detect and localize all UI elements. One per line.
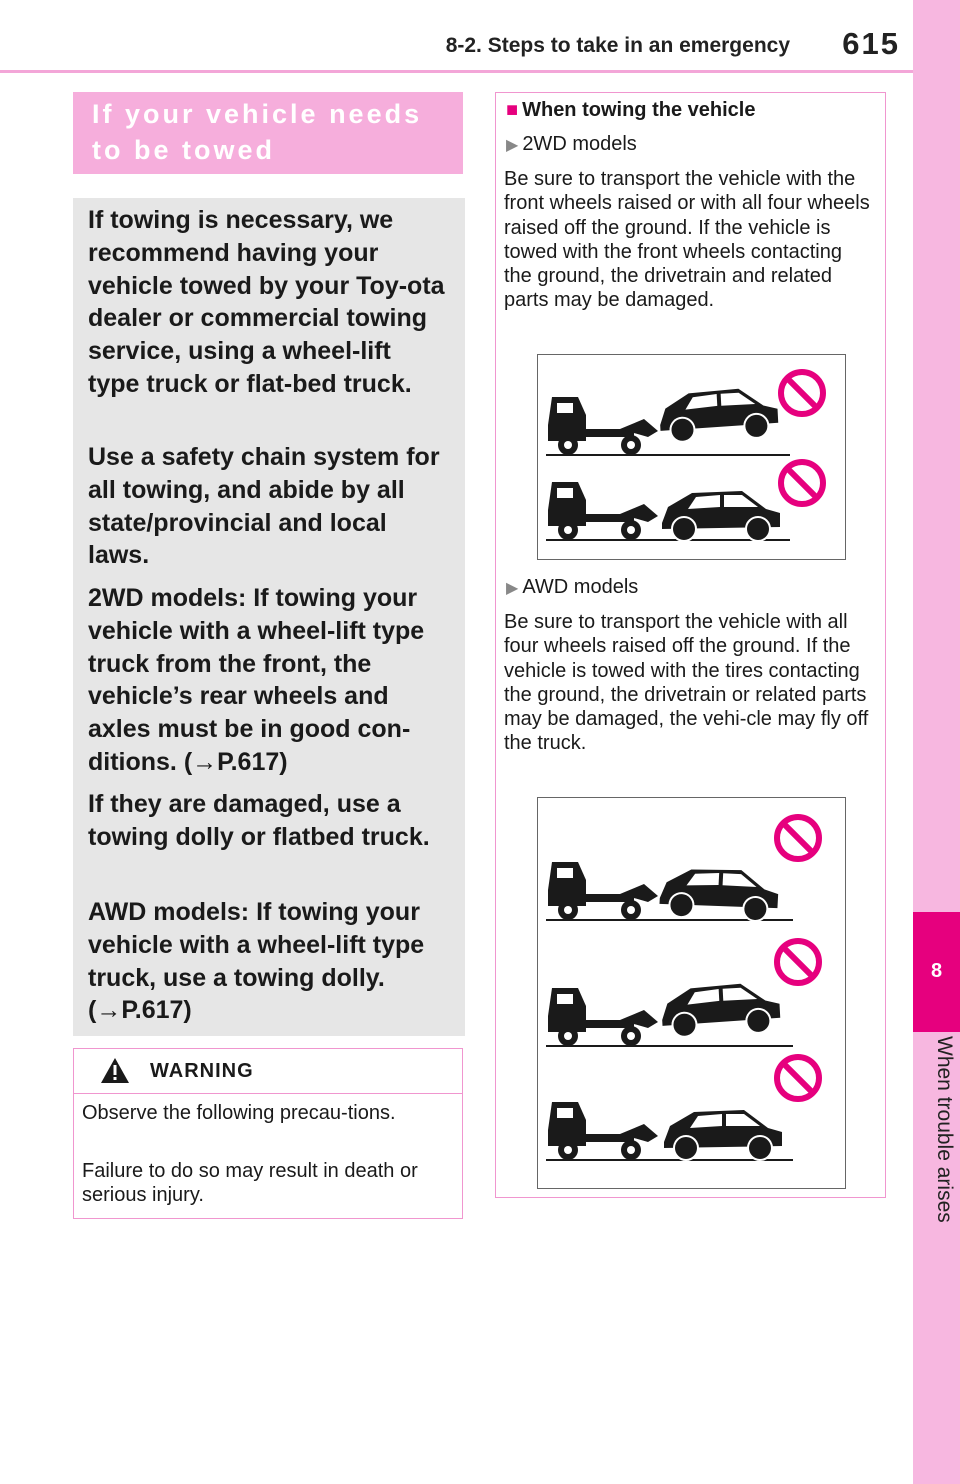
tow-truck-icon — [548, 862, 658, 920]
suv-icon — [661, 982, 781, 1038]
intro-paragraph: If they are damaged, use a towing dolly or flatbed truck. — [88, 790, 430, 851]
chapter-label: When trouble arises — [933, 1036, 956, 1223]
warning-text: Failure to do so may result in death or serious injury. — [82, 1160, 418, 1207]
suv-icon — [662, 491, 780, 541]
intro-paragraph: 2WD models: If towing your vehicle with a wheel-lift type truck from the front, the vehicle’s rear wheels and axles must be in good con-ditions. (→P.617) — [88, 584, 425, 776]
figure-2wd — [537, 354, 846, 560]
figure-awd — [537, 797, 846, 1189]
warning-triangle-icon — [100, 1057, 130, 1084]
prohibition-icon — [777, 1057, 819, 1099]
page-number: 615 — [842, 26, 900, 61]
model-label-2wd: ▶ 2WD models — [506, 133, 637, 155]
prohibition-icon — [777, 817, 819, 859]
tow-truck-icon — [548, 1102, 658, 1160]
towing-illustration-awd — [538, 798, 845, 1188]
chapter-number: 8 — [930, 960, 943, 982]
prohibition-icon — [781, 372, 823, 414]
suv-icon — [664, 1110, 782, 1160]
running-header: 8-2. Steps to take in an emergency — [445, 34, 790, 57]
tow-truck-icon — [548, 988, 658, 1046]
header-rule — [0, 70, 913, 73]
intro-paragraph: Use a safety chain system for all towing, and abide by all state/provincial and local laws. — [88, 443, 440, 570]
intro-paragraph: AWD models: If towing your vehicle with a wheel-lift type truck, use a towing dolly. (→P.617) — [88, 898, 425, 1025]
prohibition-icon — [781, 462, 823, 504]
prohibition-icon — [777, 941, 819, 983]
tow-truck-icon — [548, 482, 658, 540]
suv-icon — [659, 387, 779, 443]
warning-title: WARNING — [150, 1060, 254, 1082]
warning-text: Observe the following precau-tions. — [82, 1102, 396, 1124]
intro-paragraph: If towing is necessary, we recommend having your vehicle towed by your Toy-ota dealer or commercial towing service, using a wheel-lift type truck or flat-bed truck. — [88, 206, 445, 398]
square-bullet-icon: ■ — [506, 99, 519, 121]
section-title: If your vehicle needs to be towed — [92, 99, 423, 165]
triangle-bullet-icon: ▶ — [506, 137, 519, 154]
tow-truck-icon — [548, 397, 658, 455]
suv-icon — [659, 866, 779, 922]
towing-heading: ■ When towing the vehicle — [506, 99, 756, 121]
towing-illustration-2wd — [538, 355, 845, 559]
warning-header — [73, 1048, 463, 1094]
model-text-2wd: Be sure to transport the vehicle with the front wheels raised or with all four wheels raised off the ground. If the vehicle is towed with the front wheels contacting the ground, the drivetrain and related parts may be damaged. — [504, 168, 870, 312]
triangle-bullet-icon: ▶ — [506, 580, 519, 597]
model-label-awd: ▶ AWD models — [506, 576, 639, 598]
model-text-awd: Be sure to transport the vehicle with all four wheels raised off the ground. If the vehicle is towed with the tires contacting the ground, the drivetrain or related parts may be damaged, the vehi-cle may fly off the truck. — [504, 611, 869, 755]
